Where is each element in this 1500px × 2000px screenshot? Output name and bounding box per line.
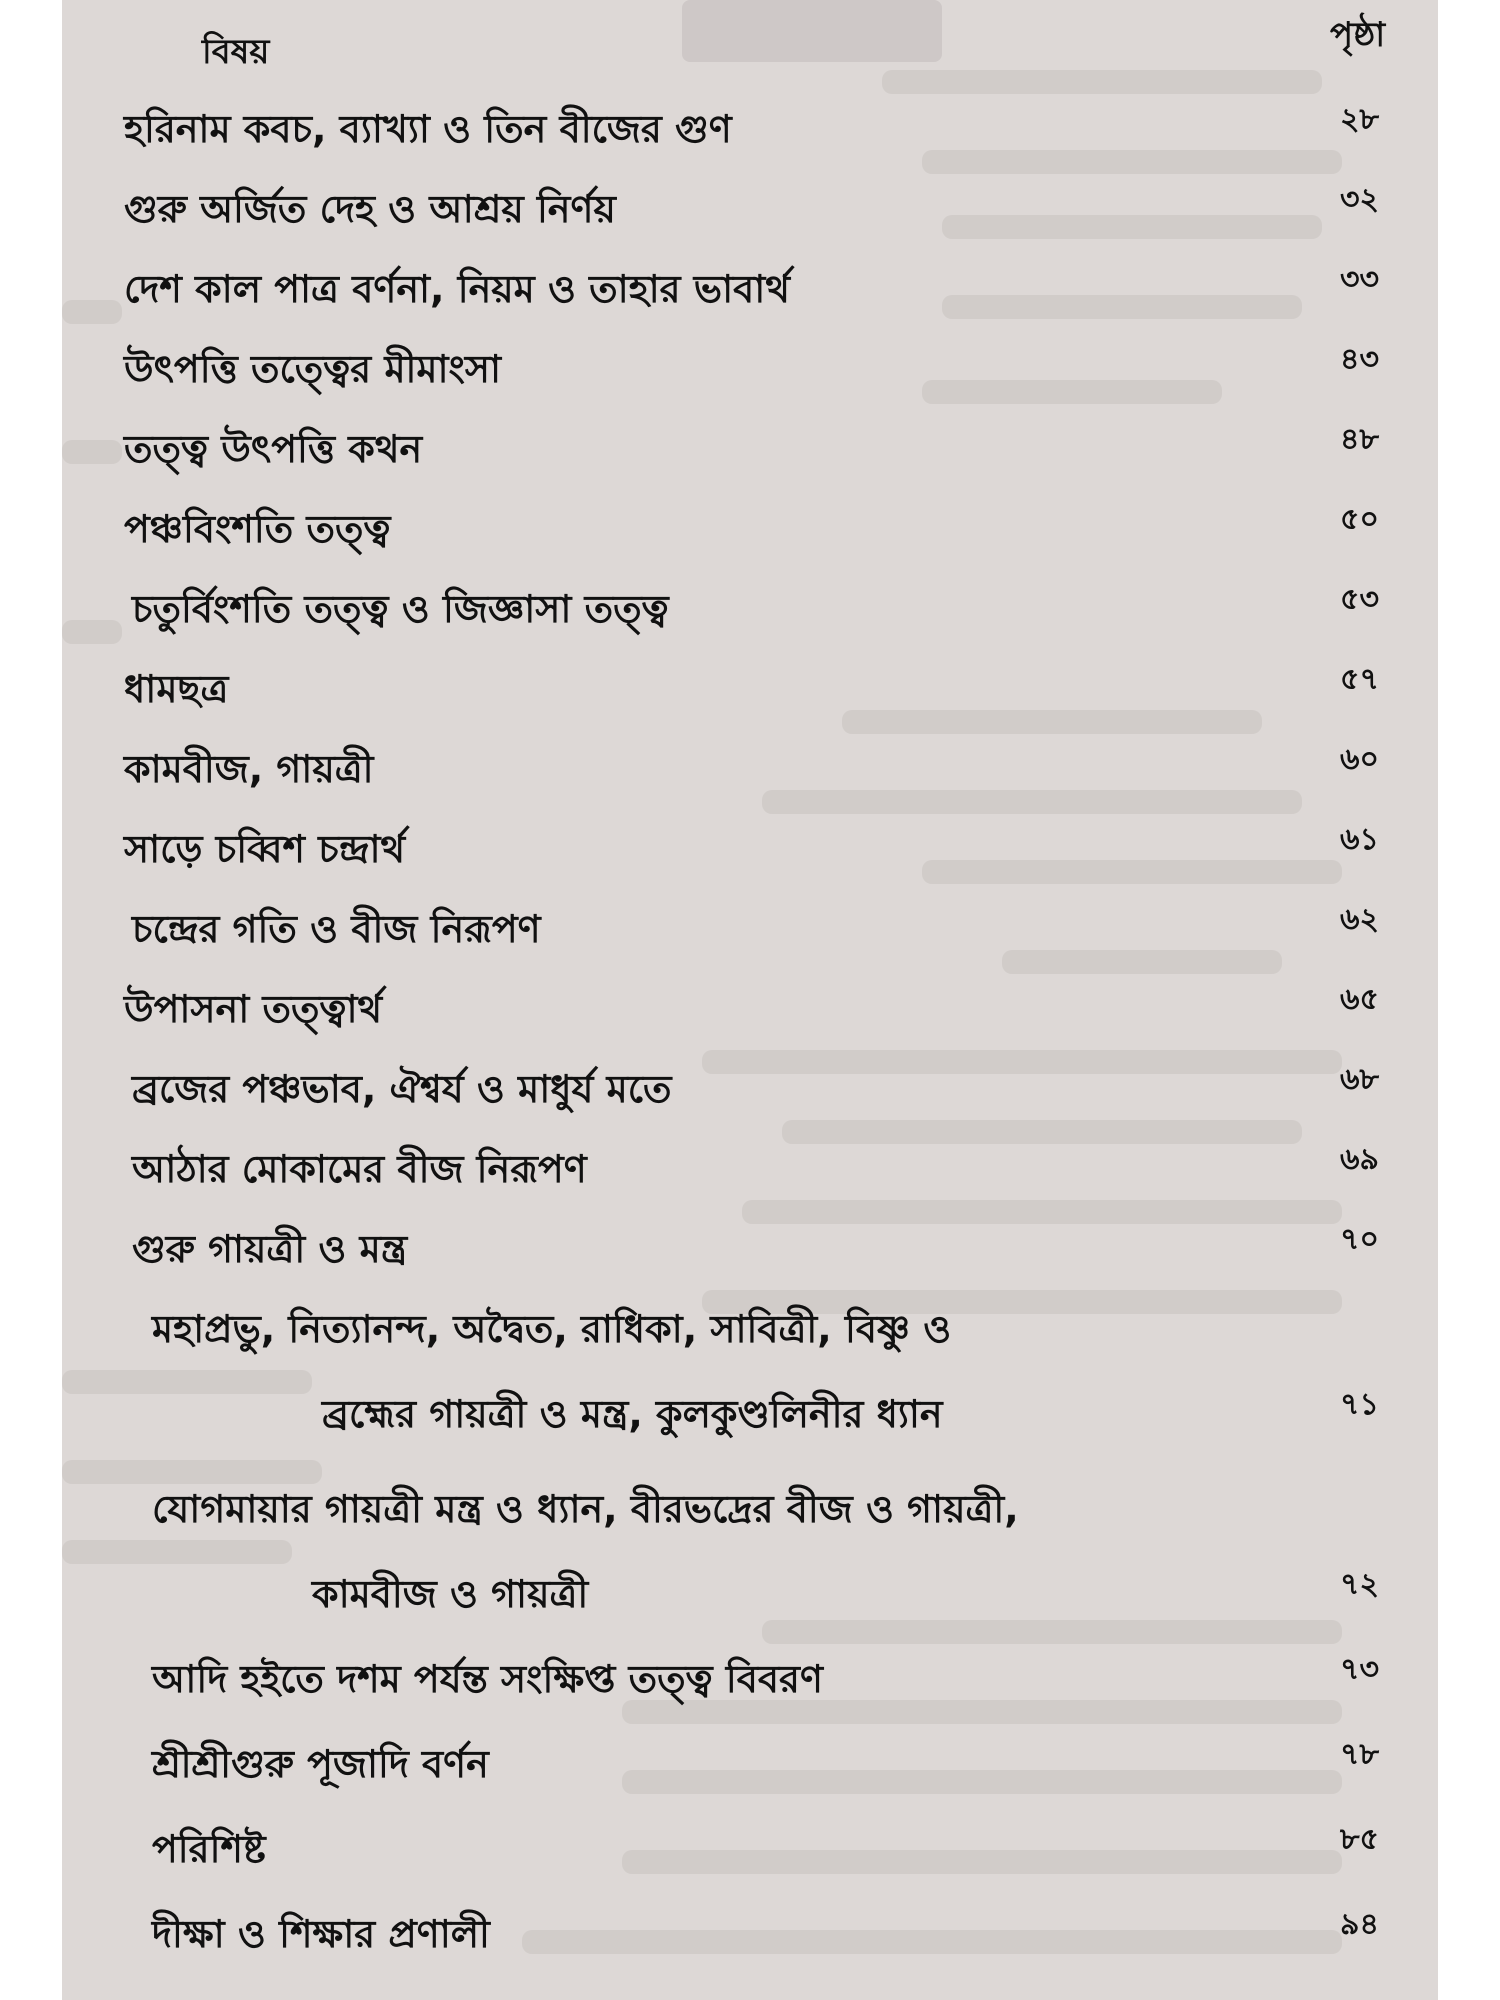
toc-entry-title: আঠার মোকামের বীজ নিরূপণ xyxy=(132,1147,587,1191)
subject-column-header: বিষয় xyxy=(202,32,270,72)
toc-entry-page: ৭২ xyxy=(1340,1567,1380,1602)
toc-entry-title: উপাসনা তত্ত্বার্থ xyxy=(124,987,383,1031)
toc-entry-page: ৭০ xyxy=(1340,1222,1380,1257)
toc-entry-title: মহাপ্রভু, নিত্যানন্দ, অদ্বৈত, রাধিকা, সাবিত্রী, বিষ্ণু ও xyxy=(152,1307,952,1351)
toc-entry-page: ৬৫ xyxy=(1340,982,1379,1017)
toc-entry-title: গুরু গায়ত্রী ও মন্ত্র xyxy=(132,1227,408,1271)
toc-entry-page: ৫৩ xyxy=(1340,582,1379,617)
toc-entry-title: তত্ত্ব উৎপত্তি কথন xyxy=(124,427,423,471)
toc-entry-page: ৪৩ xyxy=(1340,342,1379,377)
toc-entry-continuation: ব্রহ্মের গায়ত্রী ও মন্ত্র, কুলকুণ্ডলিনীর ধ্যান xyxy=(322,1392,943,1436)
toc-entry-page: ৮৫ xyxy=(1340,1822,1379,1857)
bleed-through-title xyxy=(682,0,942,62)
toc-entry-title: হরিনাম কবচ, ব্যাখ্যা ও তিন বীজের গুণ xyxy=(124,107,732,151)
toc-entry-title: ধামছত্র xyxy=(124,667,229,711)
toc-entry-page: ৫০ xyxy=(1340,502,1379,537)
toc-entry-title: সাড়ে চব্বিশ চন্দ্রার্থ xyxy=(124,827,406,871)
toc-entry-title: উৎপত্তি তত্ত্বের মীমাংসা xyxy=(124,347,502,391)
toc-entry-title: চন্দ্রের গতি ও বীজ নিরূপণ xyxy=(132,907,541,951)
toc-entry-title: ব্রজের পঞ্চভাব, ঐশ্বর্য ও মাধুর্য মতে xyxy=(132,1067,672,1111)
toc-entry-page: ৬৯ xyxy=(1340,1142,1379,1177)
toc-entry-title: কামবীজ, গায়ত্রী xyxy=(124,747,374,791)
toc-entry-page: ৪৮ xyxy=(1340,422,1379,457)
toc-entry-page: ৩২ xyxy=(1340,182,1380,217)
book-page xyxy=(62,0,1438,2000)
toc-entry-title: দেশ কাল পাত্র বর্ণনা, নিয়ম ও তাহার ভাবার্থ xyxy=(124,267,790,311)
toc-entry-title: দীক্ষা ও শিক্ষার প্রণালী xyxy=(152,1912,490,1956)
toc-entry-title: পরিশিষ্ট xyxy=(152,1827,266,1871)
toc-entry-title: গুরু অর্জিত দেহ ও আশ্রয় নির্ণয় xyxy=(124,187,616,231)
toc-entry-page: ৩৩ xyxy=(1340,262,1380,297)
toc-entry-page: ৫৭ xyxy=(1340,662,1379,697)
toc-entry-continuation: কামবীজ ও গায়ত্রী xyxy=(312,1572,589,1616)
page-column-header: পৃষ্ঠা xyxy=(1330,15,1386,55)
toc-entry-page: ৭১ xyxy=(1340,1387,1379,1422)
toc-entry-page: ৬১ xyxy=(1340,822,1379,857)
toc-entry-title: শ্রীশ্রীগুরু পূজাদি বর্ণন xyxy=(152,1742,489,1786)
toc-entry-page: ৭৮ xyxy=(1340,1737,1379,1772)
toc-entry-title: যোগমায়ার গায়ত্রী মন্ত্র ও ধ্যান, বীরভদ্রের বীজ ও গায়ত্রী, xyxy=(152,1487,1019,1531)
toc-entry-title: আদি হইতে দশম পর্যন্ত সংক্ষিপ্ত তত্ত্ব বিবরণ xyxy=(152,1657,823,1701)
toc-entry-page: ৭৩ xyxy=(1340,1652,1380,1687)
toc-entry-page: ৯৪ xyxy=(1340,1907,1379,1942)
toc-entry-title: পঞ্চবিংশতি তত্ত্ব xyxy=(124,507,391,551)
toc-entry-page: ৬০ xyxy=(1340,742,1380,777)
toc-entry-page: ৬২ xyxy=(1340,902,1380,937)
toc-entry-title: চতুর্বিংশতি তত্ত্ব ও জিজ্ঞাসা তত্ত্ব xyxy=(132,587,669,631)
toc-entry-page: ২৮ xyxy=(1340,102,1379,137)
toc-entry-page: ৬৮ xyxy=(1340,1062,1379,1097)
